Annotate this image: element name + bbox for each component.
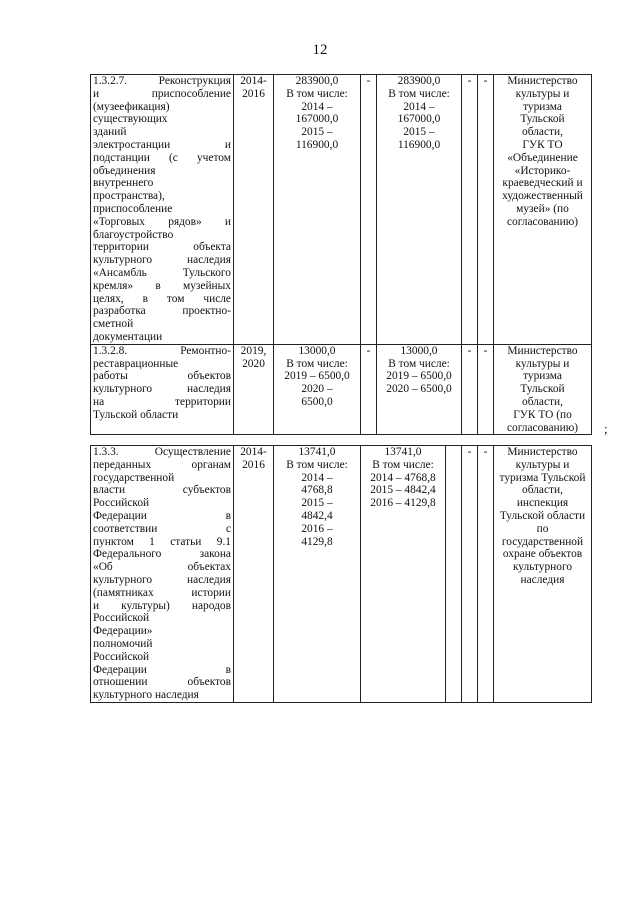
cell-line: В том числе: [286,357,348,370]
cell-line: культурного наследия [93,383,231,396]
cell-line: «Ансамбль Тульского [93,266,231,279]
cell-line: Тульской области [499,509,586,522]
cell-line: 2016 [242,458,265,471]
cell-line: 2014- [240,75,267,87]
total-funding-cell [274,446,361,703]
cell-line: наследия [520,573,565,586]
cell-line: Российской [93,612,150,625]
cell-line: 2015 – [301,497,333,510]
cell-line: 2015 – [301,126,333,139]
cell-line: 167000,0 [397,113,441,126]
cell-line: культуры и [515,357,570,370]
cell-line: художественный [502,190,583,203]
cell-line: В том числе: [286,87,348,100]
cell-line: 2014 – [301,471,333,484]
measure-description [91,446,234,703]
funding-cell: - [462,75,478,345]
cell-line: 4129,8 [301,535,333,548]
cell-line: по [536,522,549,535]
program-table-b [90,445,592,703]
cell-line: 2015 – 4842,4 [370,484,436,497]
cell-line: отношении объектов [93,676,231,689]
cell-line: 6500,0 [301,395,333,408]
cell-line: 1.3.2.8. Ремонтно- [93,344,231,357]
cell-line: переданных органам [93,458,231,471]
years-cell [234,446,274,703]
trailing-semicolon: ; [604,421,608,436]
cell-line: электростанции и [93,138,231,151]
cell-line: краеведческий и [502,177,583,190]
cell-line: 13741,0 [384,446,422,458]
funding-cell: - [462,446,478,703]
cell-line: кремля» в музейных [93,279,231,292]
cell-line: согласованию) [506,421,579,434]
cell-line: 2020 – [301,383,333,396]
cell-line: культурного наследия [93,254,231,267]
table-row [91,446,592,703]
cell-line: Министерство [507,446,578,458]
cell-line: ГУК ТО (по [513,408,572,421]
cell-line: области, [522,484,563,497]
cell-line: музей» (по [516,202,569,215]
cell-line: 4768,8 [301,484,333,497]
cell-line: «Объединение [507,151,578,164]
cell-line: культурного наследия [93,573,231,586]
page-number: 12 [312,42,328,58]
cell-line: документации [93,330,163,343]
cell-line: объединения [93,164,156,177]
cell-line: 2015 – [403,126,435,139]
cell-line: и культуры) народов [93,599,231,612]
cell-line: туризма Тульской [499,471,586,484]
cell-line: 2019 – 6500,0 [284,370,350,383]
cell-line: государственной [501,535,584,548]
funding-cell: - [478,75,494,345]
cell-line: «Об объектах [93,561,231,574]
cell-line: Федерации» [93,625,153,638]
cell-line: 4842,4 [301,509,333,522]
cell-line: В том числе: [388,87,450,100]
cell-line: Министерство [507,344,578,357]
cell-line: В том числе: [388,357,450,370]
cell-line: «Историко- [514,164,571,177]
cell-line: ГУК ТО [522,138,563,151]
cell-line: области, [522,395,563,408]
cell-line: В том числе: [286,458,348,471]
funding-cell: - [478,344,494,435]
cell-line: пространства), [93,190,165,203]
cell-line: культурного наследия [93,689,199,702]
cell-line: реставрационные [93,357,179,370]
cell-line: 2014 – [301,100,333,113]
executor-cell [494,446,592,703]
cell-line: области, [522,126,563,139]
executor-cell [494,75,592,345]
cell-line: 2014 – 4768,8 [370,471,436,484]
cell-line: 1.3.3. Осуществление [93,446,231,458]
cell-line: 13000,0 [400,344,438,357]
cell-line: полномочий [93,637,153,650]
total-funding-cell [274,344,361,435]
cell-line: 13741,0 [298,446,336,458]
cell-line: Министерство [507,75,578,87]
cell-line: Тульской области [93,408,179,421]
cell-line: 13000,0 [298,344,336,357]
cell-line: 2016 – 4129,8 [370,497,436,510]
cell-line: целях, в том числе [93,292,231,305]
funding-cell: - [462,344,478,435]
cell-line: 2014 – [403,100,435,113]
cell-line: 283900,0 [295,75,339,87]
cell-line: 2020 – 6500,0 [386,383,452,396]
cell-line: приспособление [93,202,173,215]
funding-cell [361,446,446,703]
cell-line: 2020 [242,357,265,370]
funding-cell: - [478,446,494,703]
cell-line: согласованию) [506,215,579,228]
cell-line: 2016 – [301,522,333,535]
cell-line: 2019, [240,344,267,357]
measure-description [91,75,234,345]
years-cell [234,75,274,345]
cell-line: 1.3.2.7. Реконструкция [93,75,231,87]
cell-line: 2016 [242,87,265,100]
funding-cell [377,75,462,345]
measure-description [91,344,234,435]
cell-line: культурного [512,561,573,574]
cell-line: Российской [93,650,150,663]
cell-line: 167000,0 [295,113,339,126]
cell-line: (музеефикация) [93,100,170,113]
cell-line: Федерального закона [93,548,231,561]
funding-cell [377,344,462,435]
cell-line: власти субъектов [93,484,231,497]
funding-cell [446,446,462,703]
cell-line: соответствии с [93,522,231,535]
cell-line: Федерации в [93,663,231,676]
cell-line: пунктом 1 статьи 9.1 [93,535,231,548]
cell-line: Российской [93,497,150,510]
cell-line: 2019 – 6500,0 [386,370,452,383]
table-row [91,344,592,435]
cell-line: благоустройство [93,228,174,241]
cell-line: Федерации в [93,509,231,522]
cell-line: Тульской [520,113,565,126]
cell-line: государственной [93,471,175,484]
cell-line: инспекция [516,497,569,510]
table-row [91,75,592,345]
cell-line: культуры и [515,458,570,471]
cell-line: и приспособление [93,87,231,100]
cell-line: внутреннего [93,177,154,190]
cell-line: зданий [93,126,127,139]
years-cell [234,344,274,435]
program-table-a [90,74,592,435]
cell-line: разработка проектно- [93,305,231,318]
cell-line: 116900,0 [295,138,339,151]
cell-line: «Торговых рядов» и [93,215,231,228]
cell-line: (памятниках истории [93,586,231,599]
cell-line: 2014- [240,446,267,458]
cell-line: работы объектов [93,370,231,383]
cell-line: 116900,0 [397,138,441,151]
cell-line: туризма [523,370,562,383]
cell-line: на территории [93,395,231,408]
funding-cell: - [361,75,377,345]
executor-cell [494,344,592,435]
total-funding-cell [274,75,361,345]
cell-line: культуры и [515,87,570,100]
funding-cell: - [361,344,377,435]
cell-line: подстанции (с учетом [93,151,231,164]
cell-line: существующих [93,113,168,126]
cell-line: туризма [523,100,562,113]
cell-line: 283900,0 [397,75,441,87]
cell-line: сметной [93,318,134,331]
cell-line: территории объекта [93,241,231,254]
cell-line: Тульской [520,383,565,396]
cell-line: охране объектов [502,548,583,561]
cell-line: В том числе: [372,458,434,471]
